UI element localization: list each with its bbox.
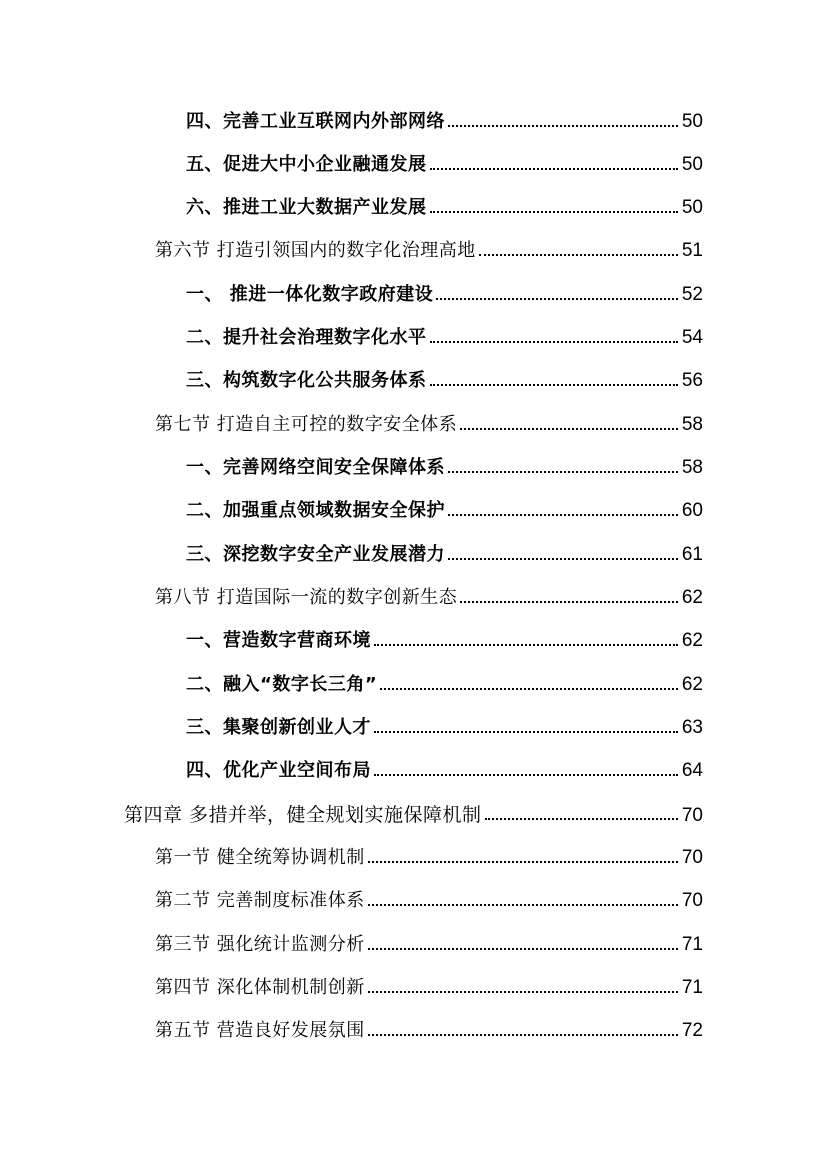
toc-entry-page-number: 72 <box>681 1020 703 1041</box>
toc-entry[interactable] <box>155 886 703 916</box>
toc-entry[interactable] <box>186 280 703 310</box>
toc-entry-page-number: 71 <box>681 977 703 998</box>
toc-entry-page-number: 64 <box>681 760 703 781</box>
dot-leader <box>368 991 678 993</box>
toc-entry[interactable] <box>155 930 703 960</box>
dot-leader <box>448 514 678 516</box>
toc-entry[interactable] <box>186 713 703 743</box>
toc-entry-page-number: 50 <box>681 154 703 175</box>
toc-entry-page-number: 61 <box>681 544 703 565</box>
dot-leader <box>430 168 678 170</box>
dot-leader <box>374 644 678 646</box>
toc-entry-label: 一、 推进一体化数字政府建设 <box>186 284 434 305</box>
toc-entry-label: 三、构筑数字化公共服务体系 <box>186 370 427 391</box>
dot-leader <box>374 731 678 733</box>
toc-entry-label: 第五节 营造良好发展氛围 <box>155 1020 365 1041</box>
toc-entry[interactable] <box>155 410 703 440</box>
toc-entry-page-number: 50 <box>681 111 703 132</box>
toc-entry[interactable] <box>155 236 703 266</box>
toc-entry[interactable] <box>186 540 703 570</box>
toc-entry[interactable] <box>155 583 703 613</box>
toc-entry-label: 四、优化产业空间布局 <box>186 760 371 781</box>
toc-entry-page-number: 56 <box>681 370 703 391</box>
toc-entry-label: 五、促进大中小企业融通发展 <box>186 154 427 175</box>
toc-entry-label: 第八节 打造国际一流的数字创新生态 <box>155 587 458 608</box>
toc-entry-label: 第四章 多措并举，健全规划实施保障机制 <box>124 804 482 826</box>
dot-leader <box>448 125 678 127</box>
toc-entry-page-number: 50 <box>681 197 703 218</box>
dot-leader <box>368 861 678 863</box>
toc-entry[interactable] <box>186 626 703 656</box>
dot-leader <box>368 904 678 906</box>
toc-entry-label: 一、完善网络空间安全保障体系 <box>186 457 445 478</box>
dot-leader <box>448 471 678 473</box>
dot-leader <box>374 774 678 776</box>
toc-entry-page-number: 71 <box>681 934 703 955</box>
toc-entry-page-number: 58 <box>681 457 703 478</box>
dot-leader <box>436 298 678 300</box>
toc-entry-label: 第二节 完善制度标准体系 <box>155 890 365 911</box>
dot-leader <box>460 601 678 603</box>
dot-leader <box>430 211 678 213</box>
toc-entry[interactable] <box>124 800 703 830</box>
toc-entry-page-number: 62 <box>681 630 703 651</box>
toc-entry-page-number: 52 <box>681 284 703 305</box>
toc-entry[interactable] <box>186 150 703 180</box>
dot-leader <box>430 341 678 343</box>
dot-leader <box>485 818 678 820</box>
toc-entry[interactable] <box>186 193 703 223</box>
dot-leader <box>380 688 678 690</box>
toc-entry[interactable] <box>155 1016 703 1046</box>
toc-entry-label: 第七节 打造自主可控的数字安全体系 <box>155 414 458 435</box>
toc-entry[interactable] <box>186 107 703 137</box>
toc-entry-page-number: 70 <box>681 805 703 826</box>
toc-entry-page-number: 51 <box>681 240 703 261</box>
toc-entry-label: 第六节 打造引领国内的数字化治理高地 <box>155 240 476 261</box>
toc-entry-label: 二、提升社会治理数字化水平 <box>186 327 427 348</box>
toc-entry-label: 四、完善工业互联网内外部网络 <box>186 111 445 132</box>
toc-entry-page-number: 58 <box>681 414 703 435</box>
toc-entry-label: 第四节 深化体制机制创新 <box>155 977 365 998</box>
toc-entry-label: 三、集聚创新创业人才 <box>186 717 371 738</box>
toc-entry-page-number: 54 <box>681 327 703 348</box>
toc-entry-page-number: 70 <box>681 847 703 868</box>
toc-entry[interactable] <box>186 496 703 526</box>
toc-entry-page-number: 70 <box>681 890 703 911</box>
toc-entry[interactable] <box>186 670 703 700</box>
toc-entry-label: 六、推进工业大数据产业发展 <box>186 197 427 218</box>
toc-entry[interactable] <box>155 973 703 1003</box>
toc-entry-label: 第一节 健全统筹协调机制 <box>155 847 365 868</box>
toc-entry[interactable] <box>186 323 703 353</box>
dot-leader <box>479 254 678 256</box>
dot-leader <box>430 384 678 386</box>
dot-leader <box>448 558 678 560</box>
toc-entry-page-number: 60 <box>681 500 703 521</box>
dot-leader <box>368 948 678 950</box>
toc-entry[interactable] <box>186 366 703 396</box>
toc-entry-label: 二、融入“数字长三角” <box>186 674 378 695</box>
dot-leader <box>460 428 678 430</box>
toc-entry[interactable] <box>186 453 703 483</box>
toc-entry-label: 第三节 强化统计监测分析 <box>155 934 365 955</box>
toc-entry-label: 三、深挖数字安全产业发展潜力 <box>186 544 445 565</box>
toc-entry-page-number: 63 <box>681 717 703 738</box>
dot-leader <box>368 1034 678 1036</box>
toc-entry[interactable] <box>186 756 703 786</box>
toc-entry-label: 一、营造数字营商环境 <box>186 630 371 651</box>
toc-entry-page-number: 62 <box>681 587 703 608</box>
toc-entry-page-number: 62 <box>681 674 703 695</box>
toc-entry[interactable] <box>155 843 703 873</box>
toc-entry-label: 二、加强重点领域数据安全保护 <box>186 500 445 521</box>
